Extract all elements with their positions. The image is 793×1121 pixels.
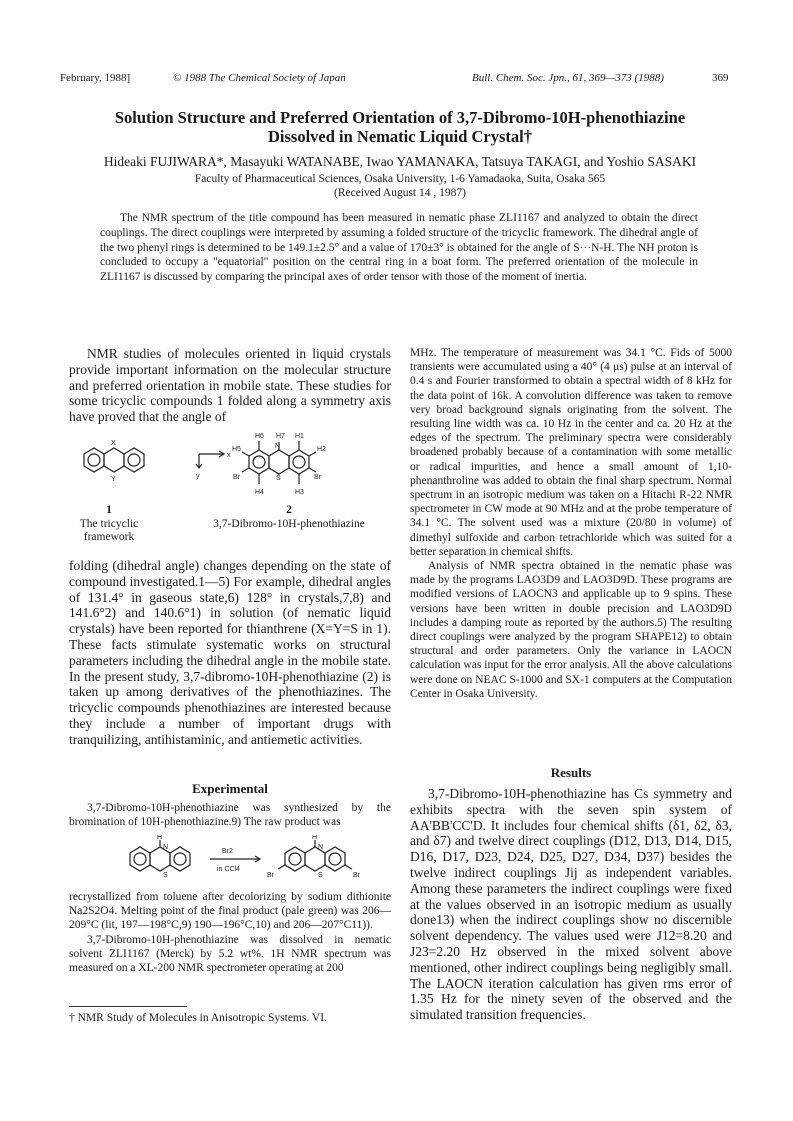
reaction-scheme-drawing bbox=[120, 835, 380, 885]
experimental-paragraph-2 bbox=[69, 890, 391, 975]
results-heading: Results bbox=[550, 765, 592, 780]
intro-paragraph-1 bbox=[69, 346, 391, 425]
ring-left-1 bbox=[84, 448, 104, 472]
ring-middle-2 bbox=[269, 450, 289, 474]
header-date: February, 1988] bbox=[60, 72, 131, 84]
solvent-label: in CCl4 bbox=[217, 866, 240, 873]
figure-2-caption bbox=[189, 504, 389, 531]
authors: Hideaki FUJIWARA*, Masayuki WATANABE, Iwao YAMANAKA, Tatsuya TAKAGI, and Yoshio SASAKI bbox=[103, 154, 697, 169]
product-br-right: Br bbox=[353, 872, 360, 879]
experimental-continued-text: MHz. The temperature of measurement was 34.1 °C. Fids of 5000 transients were accumulated using a 40° (4 μs) pulse at an interval of 0.4 s and Fourier transformed to obtain a spectral width of 8 kHz for the data point of 16k. A convolution difference was taken to remove very broad background signals originating from the solvent. The resulting line width was ca. 10 Hz in the center and ca. 20 Hz at the edges of the spectrum. The preliminary spectra were considerably broadened probably because of a contamination with some metallic or radical impurities, and hence a small amount of 1,10-phenanthroline was added to obtain the final sharp spectrum. Normal spectrum in an isotropic medium was taken on a Hitachi R-22 NMR spectrometer in CW mode at 90 MHz and at the probe temperature of 34.1 °C. The solvent used was a mixture (20/80 in volume) of dimethyl sulfoxide and carbon tetrachloride which was suited for a better separation in chemical shifts. bbox=[410, 347, 732, 558]
footnote-rule bbox=[69, 1006, 187, 1007]
reaction-scheme bbox=[120, 835, 380, 885]
reactant-ring-right bbox=[170, 847, 190, 871]
product-ring-left bbox=[285, 847, 305, 871]
results-paragraph bbox=[410, 786, 732, 1023]
ring-middle-1 bbox=[104, 448, 124, 472]
bond-h5 bbox=[242, 452, 249, 456]
ring-left-2 bbox=[249, 450, 269, 474]
footnote: † NMR Study of Molecules in Anisotropic Systems. VI. bbox=[69, 1012, 327, 1024]
experimental-heading: Experimental bbox=[192, 781, 268, 796]
figure-2-number: 2 bbox=[286, 504, 292, 516]
aromatic-circle-right-1 bbox=[128, 454, 140, 466]
experimental-text-3: 3,7-Dibromo-10H-phenothiazine was dissolved in nematic solvent ZLI1167 (Merck) by 5.2 wt%. 1H NMR spectrum was measured on a XL-200 NMR spectrometer operating at 200 bbox=[69, 933, 391, 975]
structure-drawings bbox=[69, 424, 391, 512]
figure-2-caption-text: 3,7-Dibromo-10H-phenothiazine bbox=[213, 517, 365, 530]
product-ring-right bbox=[325, 847, 345, 871]
header-journal: Bull. Chem. Soc. Jpn., 61, 369—373 (1988) bbox=[472, 72, 664, 84]
intro-text-1: NMR studies of molecules oriented in liquid crystals provide important information on the molecular structure and preferred orientation in mobile state. These studies for some tricyclic compounds 1 folded along a symmetry axis have proved that the angle of bbox=[69, 346, 391, 425]
label-h3: H3 bbox=[295, 489, 304, 496]
label-br-right: Br bbox=[314, 474, 321, 481]
reagent-label: Br2 bbox=[222, 848, 233, 855]
intro-text-2: folding (dihedral angle) changes depending on the state of compound investigated.1—5) For example, dihedral angles of 131.4° in gaseous state,6) 128° in crystals,7,8) and 141.6°2) and 140.6°1) in solution (of nematic liquid crystals) have been reported for thianthrene (X=Y=S in 1). These facts stimulate systematic works on structural parameters including the dihedral angle in the mobile state. In the present study, 3,7-dibromo-10H-phenothiazine (2) is taken up among derivatives of the phenothiazines. The tricyclic compounds phenothiazines are interested because they include a number of important drugs with tranquilizing, antihistaminic, and antiemetic activities. bbox=[69, 558, 391, 747]
experimental-paragraph-1 bbox=[69, 801, 391, 829]
affiliation-block bbox=[60, 172, 740, 200]
label-br-left: Br bbox=[233, 474, 240, 481]
label-n: N bbox=[275, 443, 281, 450]
reactant-ring-left bbox=[130, 847, 150, 871]
bond-h2 bbox=[309, 452, 316, 456]
label-h4: H4 bbox=[255, 489, 264, 496]
reactant-h: H bbox=[157, 835, 163, 841]
reactant-n: N bbox=[163, 844, 169, 851]
intro-paragraph-2 bbox=[69, 558, 391, 748]
product-n: N bbox=[318, 844, 324, 851]
ring-right-1 bbox=[124, 448, 144, 472]
received-date: (Received August 14 , 1987) bbox=[334, 187, 466, 199]
affiliation: Faculty of Pharmaceutical Sciences, Osaka University, 1-6 Yamadaoka, Suita, Osaka 565 bbox=[194, 173, 606, 185]
header-page-number: 369 bbox=[712, 72, 729, 84]
aromatic-circle-left-2 bbox=[253, 456, 265, 468]
experimental-text-2: recrystallized from toluene after decolorizing by sodium dithionite Na2S2O4. Melting point of the final product (pale green) was 206—209°C (lit, 197—198°C,9) 190—196°C,10) and 206—207°C11)). bbox=[69, 891, 391, 932]
figure-1-caption-b: framework bbox=[83, 531, 135, 543]
header-copyright: © 1988 The Chemical Society of Japan bbox=[173, 72, 346, 84]
label-h2: H2 bbox=[317, 446, 326, 453]
paper-title bbox=[60, 108, 740, 146]
title-line-1: Solution Structure and Preferred Orientation of 3,7-Dibromo-10H-phenothiazine bbox=[114, 108, 686, 127]
title-line-2: Dissolved in Nematic Liquid Crystal† bbox=[267, 127, 533, 146]
experimental-text-1: 3,7-Dibromo-10H-phenothiazine was synthesized by the bromination of 10H-phenothiazine.9) The raw product was bbox=[69, 802, 391, 829]
label-h7: H7 bbox=[276, 433, 285, 440]
label-x: X bbox=[111, 440, 116, 447]
aromatic-circle-right-2 bbox=[293, 456, 305, 468]
label-h5: H5 bbox=[232, 446, 241, 453]
aromatic-circle-left-1 bbox=[88, 454, 100, 466]
experimental-continued bbox=[410, 346, 732, 701]
label-axis-x: x bbox=[227, 452, 231, 459]
product-br-left: Br bbox=[267, 872, 274, 879]
figure-1-number: 1 bbox=[106, 504, 112, 516]
figure-1-caption bbox=[69, 504, 149, 545]
label-axis-y: y bbox=[196, 473, 200, 480]
label-h1: H1 bbox=[295, 433, 304, 440]
structure-figure bbox=[69, 424, 391, 554]
product-h: H bbox=[312, 835, 318, 841]
figure-1-caption-a: The tricyclic bbox=[79, 517, 139, 530]
analysis-text: Analysis of NMR spectra obtained in the nematic phase was made by the programs LAO3D9 and LAO3D9D. These programs are modified versions of LAOCN3 and applicable up to 9 spins. These versions have been written in double precision and LAO3D9D includes a damping route as reported by the authors.5) The resulting direct couplings were analyzed by the program SHAPE12) to obtain structural and order parameters. Only the variance in LAOCN calculation was input for the error analysis. All the above calculations were done on NEAC S-1000 and SX-1 computers at the Computation Center in Osaka University. bbox=[410, 560, 732, 700]
label-y: Y bbox=[111, 476, 116, 483]
results-text: 3,7-Dibromo-10H-phenothiazine has Cs symmetry and exhibits spectra with the seven spin system of AA'BB'CC'D. It includes four chemical shifts (δ1, δ2, δ3, and δ7) and twelve direct couplings (D12, D13, D14, D15, D16, D17, D23, D24, D25, D27, D34, D37) besides the twelve indirect couplings Jij as independent variables. Among these parameters the indirect couplings were fixed at the values observed in an isotropic medium as usually done13) when the indirect couplings show no discernible solvent dependency. The values used were J12=8.20 and J23=2.20 Hz observed in the mixed solvent above mentioned, other indirect couplings being negligibly small. The LAOCN iteration calculation has given rms error of 1.35 Hz for the ninety seven of the observed and the simulated transition frequencies. bbox=[410, 786, 732, 1023]
bond-br-right bbox=[309, 468, 316, 472]
reactant-s: S bbox=[163, 872, 168, 879]
product-s: S bbox=[318, 872, 323, 879]
label-h6: H6 bbox=[255, 433, 264, 440]
ring-right-2 bbox=[289, 450, 309, 474]
label-s: S bbox=[276, 475, 281, 482]
abstract: The NMR spectrum of the title compound has been measured in nematic phase ZLI1167 and analyzed to obtain the direct couplings. The direct couplings were interpreted by assuming a folded structure of the tricyclic framework. The dihedral angle of the two phenyl rings is determined to be 149.1±2.5° and a value of 170±3° is obtained for the angle of S···N-H. The NH proton is concluded to occupy a "equatorial" position on the central ring in a boat form. The preferred orientation of the molecule in ZLI1167 is discussed by comparing the principal axes of order tensor with those of the moment of inertia. bbox=[100, 212, 698, 284]
bond-br-left bbox=[242, 468, 249, 472]
